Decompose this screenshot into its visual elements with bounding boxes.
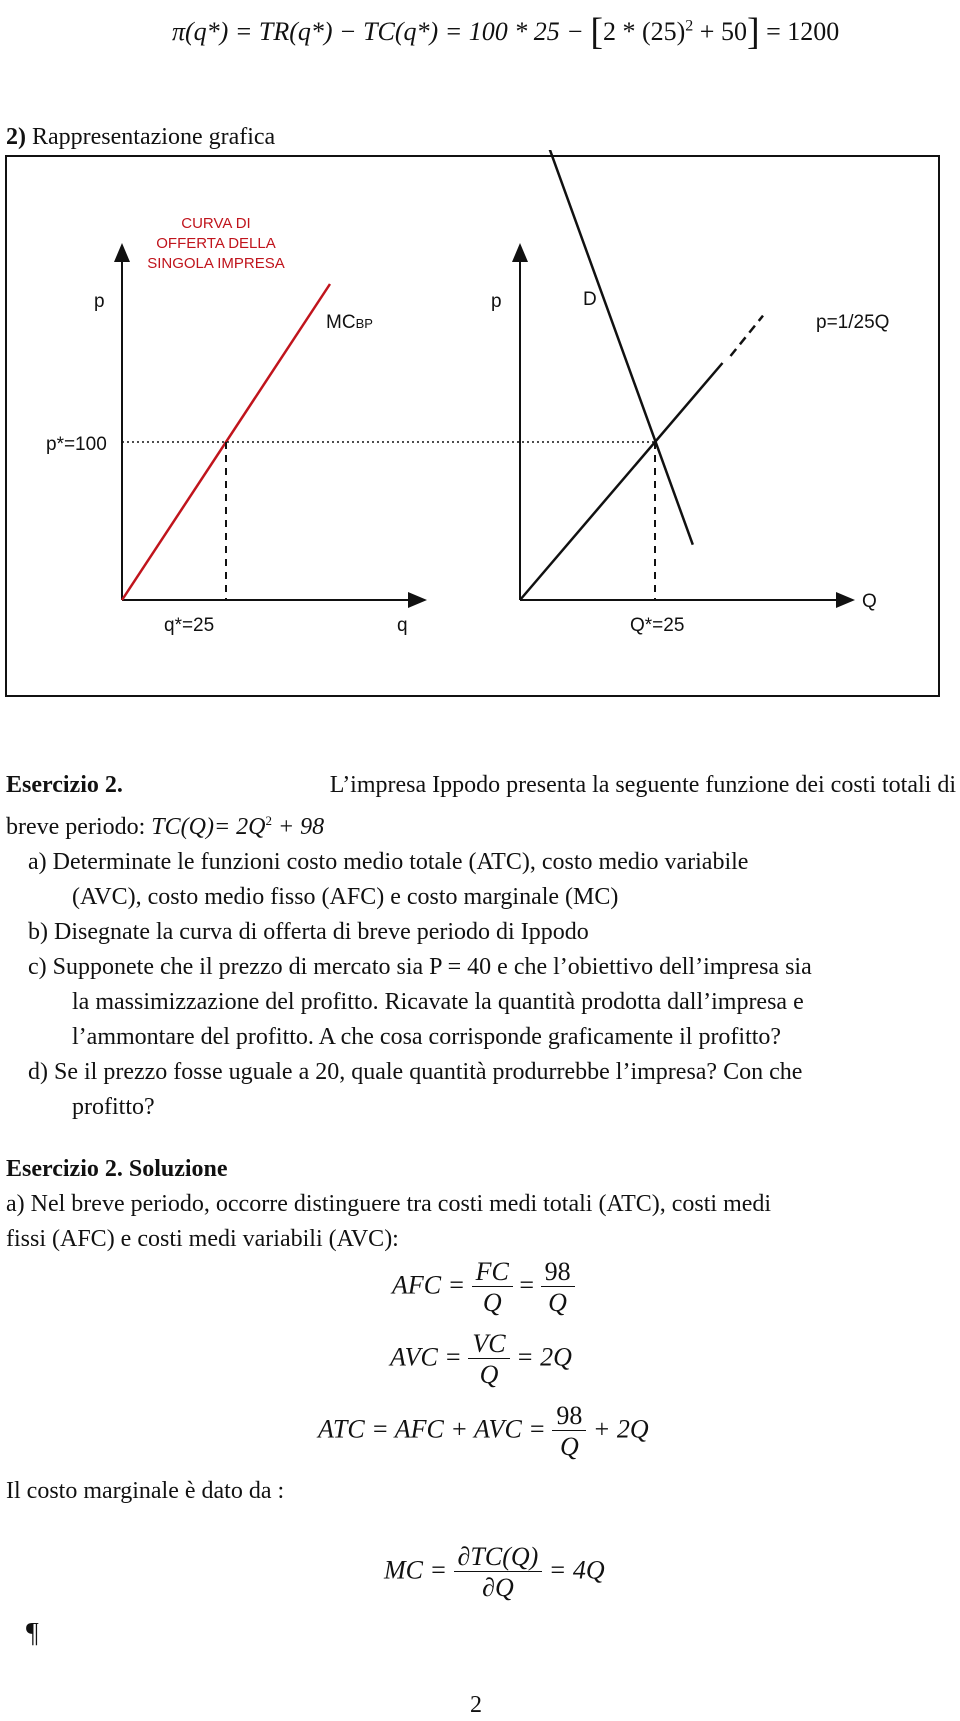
exercise-item-b	[28, 915, 956, 950]
right-xlabel: Q	[862, 591, 877, 612]
mc-intro: Il costo marginale è dato da :	[6, 1478, 285, 1504]
item-b-label: b)	[28, 919, 48, 945]
atc-rhs: + 2Q	[592, 1414, 649, 1444]
item-d-line2: profitto?	[72, 1094, 155, 1120]
atc-num: 98	[552, 1402, 586, 1431]
afc-fraction-2	[541, 1258, 575, 1317]
afc-den1: Q	[482, 1288, 502, 1318]
atc-fraction	[552, 1402, 586, 1461]
demand-line	[547, 150, 693, 545]
section-number: 2)	[6, 124, 26, 150]
mc-label-sub: BP	[355, 316, 373, 331]
item-d-line1: Se il prezzo fosse uguale a 20, quale quantità produrrebbe l’impresa? Con che	[54, 1059, 803, 1085]
avc-rhs: = 2Q	[516, 1342, 572, 1372]
item-c-line1: Supponete che il prezzo di mercato sia P = 40 e che l’obiettivo dell’impresa sia	[52, 954, 812, 980]
atc-equation	[318, 1402, 649, 1461]
exercise-intro-line2	[6, 803, 956, 845]
afc-den2: Q	[548, 1288, 567, 1318]
atc-lhs: ATC = AFC + AVC =	[318, 1414, 546, 1444]
left-x-arrow	[408, 592, 427, 608]
exercise-intro-text: L’impresa Ippodo presenta la seguente funzione dei costi totali di	[329, 772, 956, 798]
section-title: Rappresentazione grafica	[32, 124, 276, 150]
demand-label: D	[583, 289, 597, 310]
afc-num1: FC	[472, 1258, 513, 1287]
solution-heading: Esercizio 2. Soluzione	[6, 1156, 228, 1182]
exercise-intro	[6, 768, 956, 803]
mc-num: ∂TC(Q)	[454, 1543, 543, 1572]
solution-block	[6, 1152, 956, 1257]
right-x-arrow	[836, 592, 855, 608]
afc-equation	[392, 1258, 575, 1317]
profit-equation-rhs: = 1200	[766, 17, 840, 46]
afc-lhs: AFC =	[392, 1270, 466, 1300]
avc-num: VC	[468, 1330, 509, 1359]
supply-annotation-line3: SINGOLA IMPRESA	[147, 255, 285, 272]
mc-rhs: = 4Q	[548, 1555, 605, 1585]
right-ylabel: p	[491, 291, 502, 312]
bracket-close: ]	[746, 11, 760, 53]
mc-den: ∂Q	[482, 1573, 514, 1603]
item-a-label: a)	[28, 849, 47, 875]
avc-den: Q	[479, 1360, 499, 1390]
exercise-block	[6, 768, 956, 1125]
profit-equation-inner-sup: 2	[685, 17, 694, 35]
figure-frame	[0, 150, 960, 705]
item-a-line1: Determinate le funzioni costo medio totale (ATC), costo medio variabile	[52, 849, 749, 875]
avc-lhs: AVC =	[390, 1342, 462, 1372]
exercise-item-a	[28, 845, 956, 915]
left-ylabel: p	[94, 291, 105, 312]
mc-label	[326, 312, 373, 333]
afc-num2: 98	[541, 1258, 575, 1287]
tc-formula: TC(Q)= 2Q	[151, 814, 266, 840]
profit-equation-inner-rest: + 50	[699, 17, 747, 46]
left-y-arrow	[114, 243, 130, 262]
left-xlabel: q	[397, 615, 408, 636]
afc-eq: =	[519, 1270, 535, 1300]
supply-line-label: p=1/25Q	[816, 312, 890, 333]
solution-line2: fissi (AFC) e costi medi variabili (AVC):	[6, 1226, 399, 1252]
profit-equation	[172, 10, 839, 54]
profit-equation-lhs: π(q*) = TR(q*) − TC(q*) = 100 * 25 −	[172, 17, 584, 46]
tc-sup: 2	[265, 813, 272, 828]
item-c-label: c)	[28, 954, 47, 980]
bracket-open: [	[590, 11, 603, 53]
avc-equation	[390, 1330, 572, 1389]
exercise-item-c	[28, 950, 956, 1055]
exercise-item-d	[28, 1055, 956, 1125]
q-star-label: q*=25	[164, 615, 215, 636]
mc-label-main: MC	[326, 312, 356, 333]
item-a-line2: (AVC), costo medio fisso (AFC) e costo marginale (MC)	[72, 884, 619, 910]
afc-fraction-1	[472, 1258, 513, 1317]
supply-annotation-line1: CURVA DI	[181, 215, 251, 232]
market-supply-line-dashed	[731, 316, 764, 356]
item-b-line1: Disegnate la curva di offerta di breve periodo di Ippodo	[54, 919, 589, 945]
avc-fraction	[468, 1330, 509, 1389]
pilcrow-mark: ¶	[26, 1618, 39, 1649]
figure-border	[6, 156, 939, 696]
tc-rest: + 98	[277, 814, 325, 840]
solution-line1: a) Nel breve periodo, occorre distinguere tra costi medi totali (ATC), costi medi	[6, 1191, 772, 1217]
item-c-line2: la massimizzazione del profitto. Ricavate la quantità prodotta dall’impresa e	[72, 989, 804, 1015]
item-d-label: d)	[28, 1059, 48, 1085]
item-c-line3: l’ammontare del profitto. A che cosa corrisponde graficamente il profitto?	[72, 1024, 782, 1050]
market-supply-line-solid	[520, 363, 723, 600]
mc-lhs: MC =	[384, 1555, 448, 1585]
supply-annotation-line2: OFFERTA DELLA	[156, 235, 276, 252]
mc-fraction	[454, 1543, 543, 1602]
profit-equation-inner: 2 * (25)	[602, 17, 686, 46]
exercise-heading: Esercizio 2.	[6, 772, 123, 798]
q-star-market-label: Q*=25	[630, 615, 685, 636]
p-star-label: p*=100	[46, 434, 107, 455]
exercise-intro2: breve periodo:	[6, 814, 146, 840]
atc-den: Q	[559, 1432, 579, 1462]
right-y-arrow	[512, 243, 528, 262]
page-number: 2	[470, 1692, 482, 1718]
mc-equation	[384, 1543, 605, 1602]
